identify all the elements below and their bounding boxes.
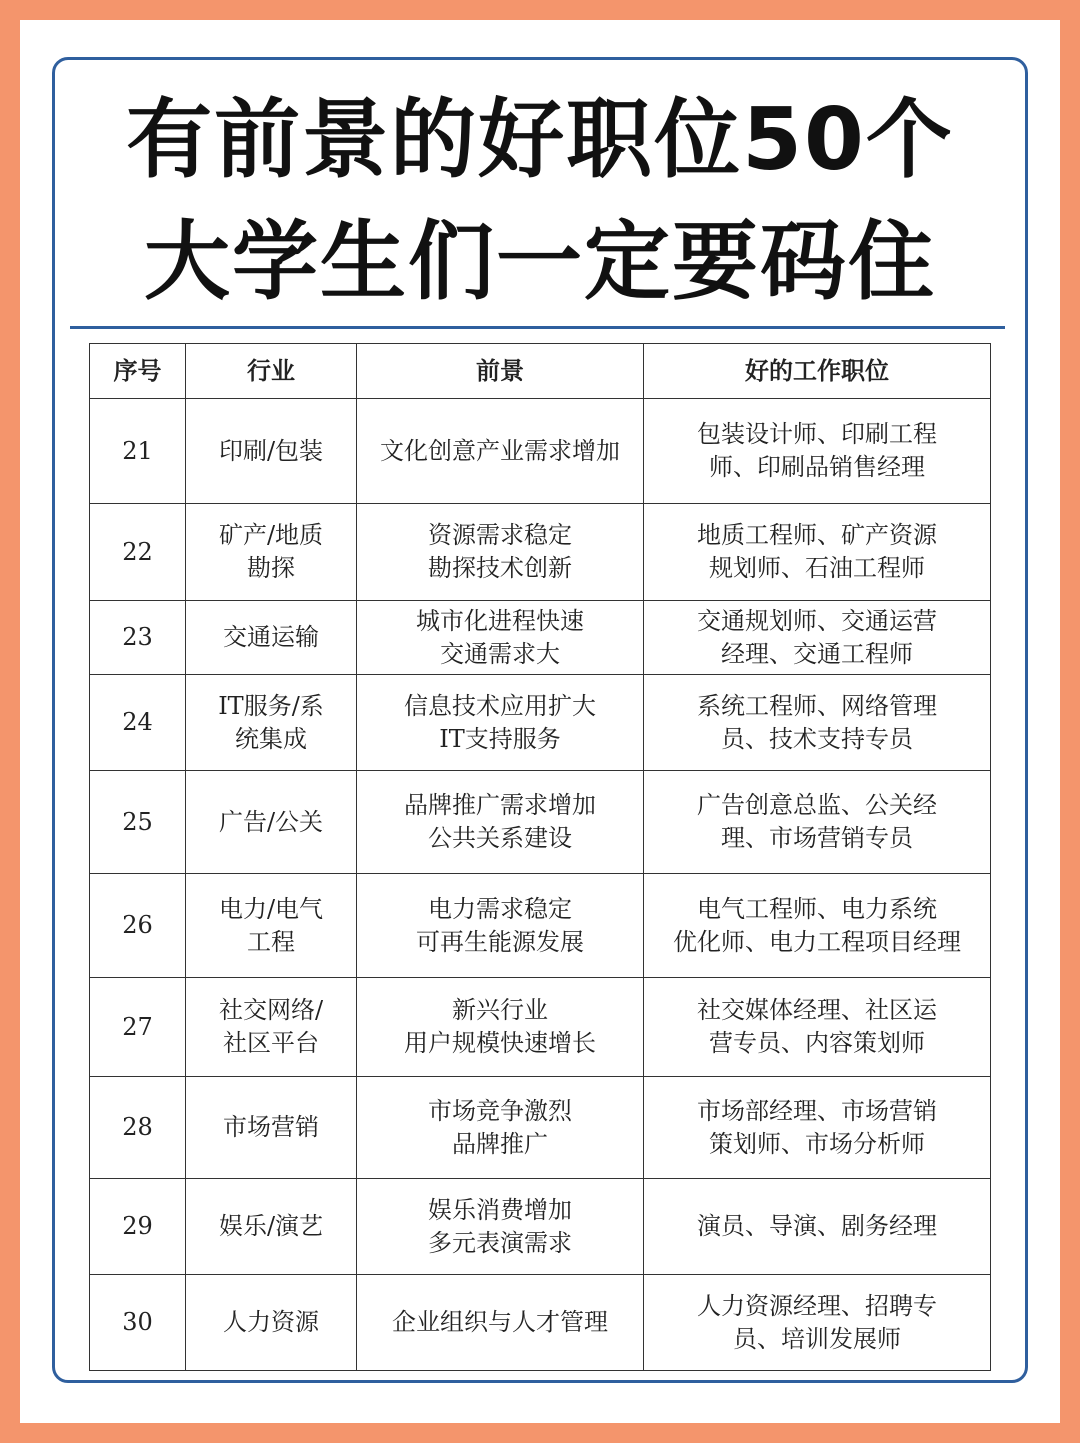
cell-outlook-line: 交通需求大 xyxy=(440,639,560,668)
cell-outlook xyxy=(357,874,644,978)
cell-industry-line: 娱乐/演艺 xyxy=(218,1212,324,1240)
cell-industry xyxy=(186,978,357,1077)
cell-jobs-line: 理、市场营销专员 xyxy=(721,824,913,852)
cell-index: 26 xyxy=(90,874,186,978)
cell-industry xyxy=(186,1077,357,1179)
cell-industry-line: 市场营销 xyxy=(223,1113,319,1141)
cell-industry xyxy=(186,874,357,978)
cell-jobs-line: 系统工程师、网络管理 xyxy=(697,691,937,720)
cell-jobs-line: 电气工程师、电力系统 xyxy=(697,894,937,923)
cell-outlook xyxy=(357,1275,644,1371)
cell-jobs xyxy=(644,771,991,874)
cell-index: 25 xyxy=(90,771,186,874)
header-industry: 行业 xyxy=(186,344,357,399)
cell-jobs xyxy=(644,504,991,601)
cell-jobs-line: 员、培训发展师 xyxy=(733,1324,901,1353)
cell-industry-line: 交通运输 xyxy=(223,623,319,651)
cell-industry-line: 工程 xyxy=(247,927,295,956)
table-row xyxy=(90,675,991,771)
cell-jobs-line: 社交媒体经理、社区运 xyxy=(697,996,937,1024)
title-divider xyxy=(70,326,1005,329)
cell-outlook-line: 电力需求稳定 xyxy=(428,894,572,923)
cell-industry xyxy=(186,504,357,601)
cell-outlook-line: 城市化进程快速 xyxy=(416,606,584,635)
cell-outlook xyxy=(357,1077,644,1179)
table-row xyxy=(90,978,991,1077)
cell-industry-line: 电力/电气 xyxy=(218,894,324,923)
header-index: 序号 xyxy=(90,344,186,399)
cell-jobs xyxy=(644,1275,991,1371)
cell-jobs-line: 包装设计师、印刷工程 xyxy=(697,420,937,448)
cell-outlook-line: 企业组织与人才管理 xyxy=(392,1308,608,1336)
cell-industry-line: 矿产/地质 xyxy=(218,521,324,549)
cell-industry xyxy=(186,399,357,504)
cell-outlook xyxy=(357,675,644,771)
cell-industry xyxy=(186,1275,357,1371)
cell-jobs-line: 员、技术支持专员 xyxy=(721,724,913,753)
table-row xyxy=(90,601,991,675)
cell-outlook xyxy=(357,1179,644,1275)
cell-jobs xyxy=(644,399,991,504)
cell-industry-line: IT服务/系 xyxy=(218,691,324,720)
cell-outlook-line: 品牌推广 xyxy=(452,1129,548,1158)
cell-index: 21 xyxy=(90,399,186,504)
cell-jobs xyxy=(644,1077,991,1179)
cell-outlook-line: 多元表演需求 xyxy=(428,1228,572,1257)
cell-jobs-line: 地质工程师、矿产资源 xyxy=(697,521,937,549)
cell-jobs xyxy=(644,978,991,1077)
cell-outlook-line: 信息技术应用扩大 xyxy=(404,691,596,720)
cell-outlook-line: 可再生能源发展 xyxy=(416,927,584,956)
cell-outlook-line: 品牌推广需求增加 xyxy=(404,791,596,819)
cell-industry xyxy=(186,1179,357,1275)
cell-industry-line: 勘探 xyxy=(247,554,295,582)
table-row xyxy=(90,399,991,504)
cell-industry xyxy=(186,771,357,874)
table-row xyxy=(90,771,991,874)
cell-jobs xyxy=(644,1179,991,1275)
cell-outlook-line: 新兴行业 xyxy=(452,996,548,1024)
cell-outlook xyxy=(357,978,644,1077)
cell-jobs-line: 人力资源经理、招聘专 xyxy=(697,1291,937,1320)
cell-outlook-line: 用户规模快速增长 xyxy=(404,1029,596,1057)
cell-jobs-line: 师、印刷品销售经理 xyxy=(709,453,925,481)
table-body xyxy=(90,399,991,1371)
table-row xyxy=(90,874,991,978)
cell-jobs xyxy=(644,675,991,771)
page-title-line1: 有前景的好职位50个 xyxy=(126,90,954,190)
cell-jobs-line: 经理、交通工程师 xyxy=(721,639,913,668)
cell-jobs-line: 营专员、内容策划师 xyxy=(709,1029,925,1057)
cell-industry-line: 社交网络/ xyxy=(218,996,324,1024)
cell-index: 30 xyxy=(90,1275,186,1371)
page-title-line2: 大学生们一定要码住 xyxy=(144,212,936,312)
cell-jobs xyxy=(644,601,991,675)
cell-outlook-line: 娱乐消费增加 xyxy=(428,1195,572,1224)
cell-jobs-line: 交通规划师、交通运营 xyxy=(697,606,937,635)
cell-industry-line: 印刷/包装 xyxy=(218,436,324,465)
cell-outlook-line: 公共关系建设 xyxy=(428,824,572,852)
header-outlook: 前景 xyxy=(357,344,644,399)
cell-outlook-line: 文化创意产业需求增加 xyxy=(380,436,620,465)
cell-index: 22 xyxy=(90,504,186,601)
cell-industry-line: 社区平台 xyxy=(223,1029,319,1057)
cell-index: 29 xyxy=(90,1179,186,1275)
cell-outlook xyxy=(357,399,644,504)
cell-outlook xyxy=(357,601,644,675)
header-jobs: 好的工作职位 xyxy=(644,344,991,399)
cell-outlook-line: 市场竞争激烈 xyxy=(428,1096,572,1125)
cell-outlook-line: 勘探技术创新 xyxy=(428,554,572,582)
cell-jobs-line: 规划师、石油工程师 xyxy=(709,554,925,582)
cell-outlook xyxy=(357,771,644,874)
cell-outlook xyxy=(357,504,644,601)
cell-jobs xyxy=(644,874,991,978)
cell-jobs-line: 优化师、电力工程项目经理 xyxy=(673,927,961,956)
jobs-table xyxy=(89,343,991,1371)
cell-jobs-line: 广告创意总监、公关经 xyxy=(697,791,937,819)
cell-jobs-line: 市场部经理、市场营销 xyxy=(697,1096,937,1125)
cell-index: 23 xyxy=(90,601,186,675)
cell-industry xyxy=(186,601,357,675)
cell-industry-line: 统集成 xyxy=(235,724,307,753)
cell-industry-line: 人力资源 xyxy=(223,1308,319,1336)
table-row xyxy=(90,1179,991,1275)
cell-jobs-line: 策划师、市场分析师 xyxy=(709,1129,925,1158)
cell-jobs-line: 演员、导演、剧务经理 xyxy=(697,1212,937,1240)
cell-industry xyxy=(186,675,357,771)
table-row xyxy=(90,1275,991,1371)
cell-industry-line: 广告/公关 xyxy=(218,807,324,836)
table-row xyxy=(90,504,991,601)
cell-index: 27 xyxy=(90,978,186,1077)
cell-index: 28 xyxy=(90,1077,186,1179)
table-header-row xyxy=(90,344,991,399)
cell-outlook-line: IT支持服务 xyxy=(439,724,561,753)
cell-outlook-line: 资源需求稳定 xyxy=(428,521,572,549)
table-row xyxy=(90,1077,991,1179)
cell-index: 24 xyxy=(90,675,186,771)
